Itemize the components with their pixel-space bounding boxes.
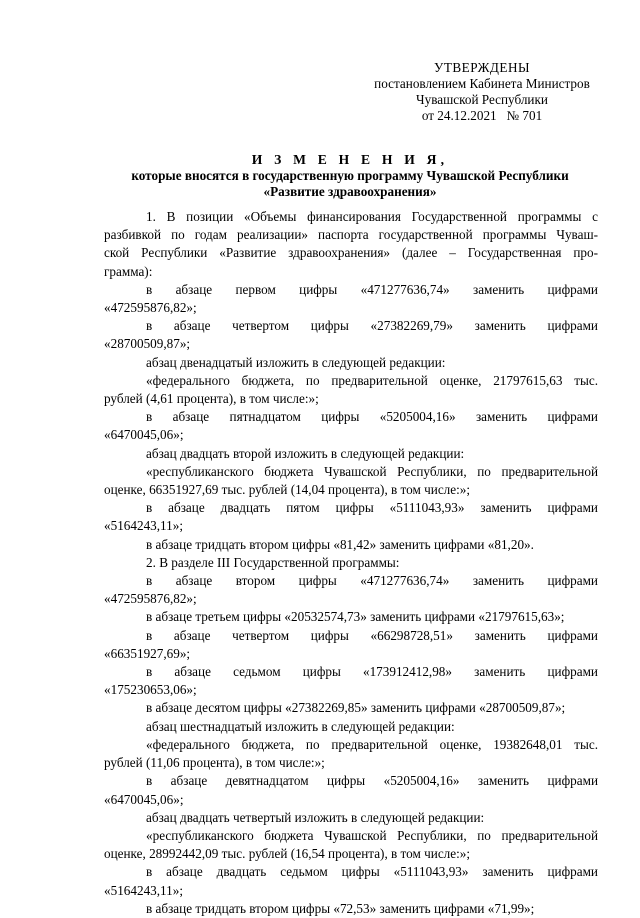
text-line: абзац двадцать четвертый изложить в следующей редакции: [146, 809, 485, 825]
heading-subtitle: «Развитие здравоохранения» [263, 184, 437, 199]
text-line: «федерального бюджета, по предварительной оценке, 19382648,01 тыс. [146, 736, 598, 752]
text-line: оценке, 66351927,69 тыс. рублей (14,04 процента), в том числе:»; [104, 482, 471, 498]
text-line: разбивкой по годам реализации» паспорта государственной программы Чуваш- [104, 227, 598, 243]
approval-date-number: от 24.12.2021 № 701 [421, 108, 543, 123]
text-line: «республиканского бюджета Чувашской Республики, по предварительной [146, 827, 598, 843]
text-line: в абзаце седьмом цифры «173912412,98» заменить цифрами [146, 664, 598, 680]
text-line: в абзаце втором цифры «471277636,74» заменить цифрами [146, 573, 598, 589]
text-line: в абзаце четвертом цифры «66298728,51» заменить цифрами [146, 627, 598, 643]
text-line: «5164243,11»; [104, 518, 184, 534]
approval-title: УТВЕРЖДЕНЫ [433, 60, 530, 75]
approval-line: постановлением Кабинета Министров [374, 76, 590, 91]
text-line: в абзаце двадцать седьмом цифры «5111043,93» заменить цифрами [146, 864, 598, 880]
text-line: грамма): [104, 263, 153, 279]
text-line: оценке, 28992442,09 тыс. рублей (16,54 процента), в том числе:»; [104, 846, 471, 862]
text-line: в абзаце тридцать втором цифры «81,42» заменить цифрами «81,20». [146, 536, 534, 552]
text-line: «472595876,82»; [104, 591, 197, 607]
text-line: «6470045,06»; [104, 427, 184, 443]
text-line: в абзаце первом цифры «471277636,74» заменить цифрами [146, 281, 598, 297]
text-line: ской Республики «Развитие здравоохранения» (далее – Государственная про- [104, 245, 598, 261]
document-body [104, 208, 598, 918]
text-line: «28700509,87»; [104, 336, 191, 352]
text-line: в абзаце десятом цифры «27382269,85» заменить цифрами «28700509,87»; [146, 700, 566, 716]
text-line: «5164243,11»; [104, 882, 184, 898]
text-line: в абзаце девятнадцатом цифры «5205004,16» заменить цифрами [146, 773, 598, 789]
heading-subtitle: которые вносятся в государственную программу Чувашской Республики [131, 168, 569, 183]
approval-stamp [362, 60, 602, 124]
approval-line: Чувашской Республики [416, 92, 548, 107]
text-line: абзац двадцать второй изложить в следующей редакции: [146, 445, 465, 461]
text-line: «472595876,82»; [104, 300, 197, 316]
text-line: в абзаце тридцать втором цифры «72,53» заменить цифрами «71,99»; [146, 900, 535, 916]
document-heading [100, 152, 600, 200]
text-line: рублей (11,06 процента), в том числе:»; [104, 755, 325, 771]
text-line: «175230653,06»; [104, 682, 197, 698]
text-line: 1. В позиции «Объемы финансирования Государственной программы с [146, 209, 598, 224]
text-line: рублей (4,61 процента), в том числе:»; [104, 391, 319, 407]
text-line: 2. В разделе III Государственной программы: [146, 554, 400, 570]
text-line: абзац двенадцатый изложить в следующей редакции: [146, 354, 446, 370]
text-line: «6470045,06»; [104, 791, 184, 807]
text-line: «66351927,69»; [104, 645, 191, 661]
text-line: «федерального бюджета, по предварительной оценке, 21797615,63 тыс. [146, 372, 598, 388]
text-line: в абзаце двадцать пятом цифры «5111043,93» заменить цифрами [146, 500, 598, 516]
text-line: в абзаце пятнадцатом цифры «5205004,16» заменить цифрами [146, 409, 598, 425]
heading-title: И З М Е Н Е Н И Я, [251, 152, 449, 167]
text-line: абзац шестнадцатый изложить в следующей редакции: [146, 718, 455, 734]
text-line: в абзаце четвертом цифры «27382269,79» заменить цифрами [146, 318, 598, 334]
text-line: «республиканского бюджета Чувашской Республики, по предварительной [146, 463, 598, 479]
text-line: в абзаце третьем цифры «20532574,73» заменить цифрами «21797615,63»; [146, 609, 565, 625]
